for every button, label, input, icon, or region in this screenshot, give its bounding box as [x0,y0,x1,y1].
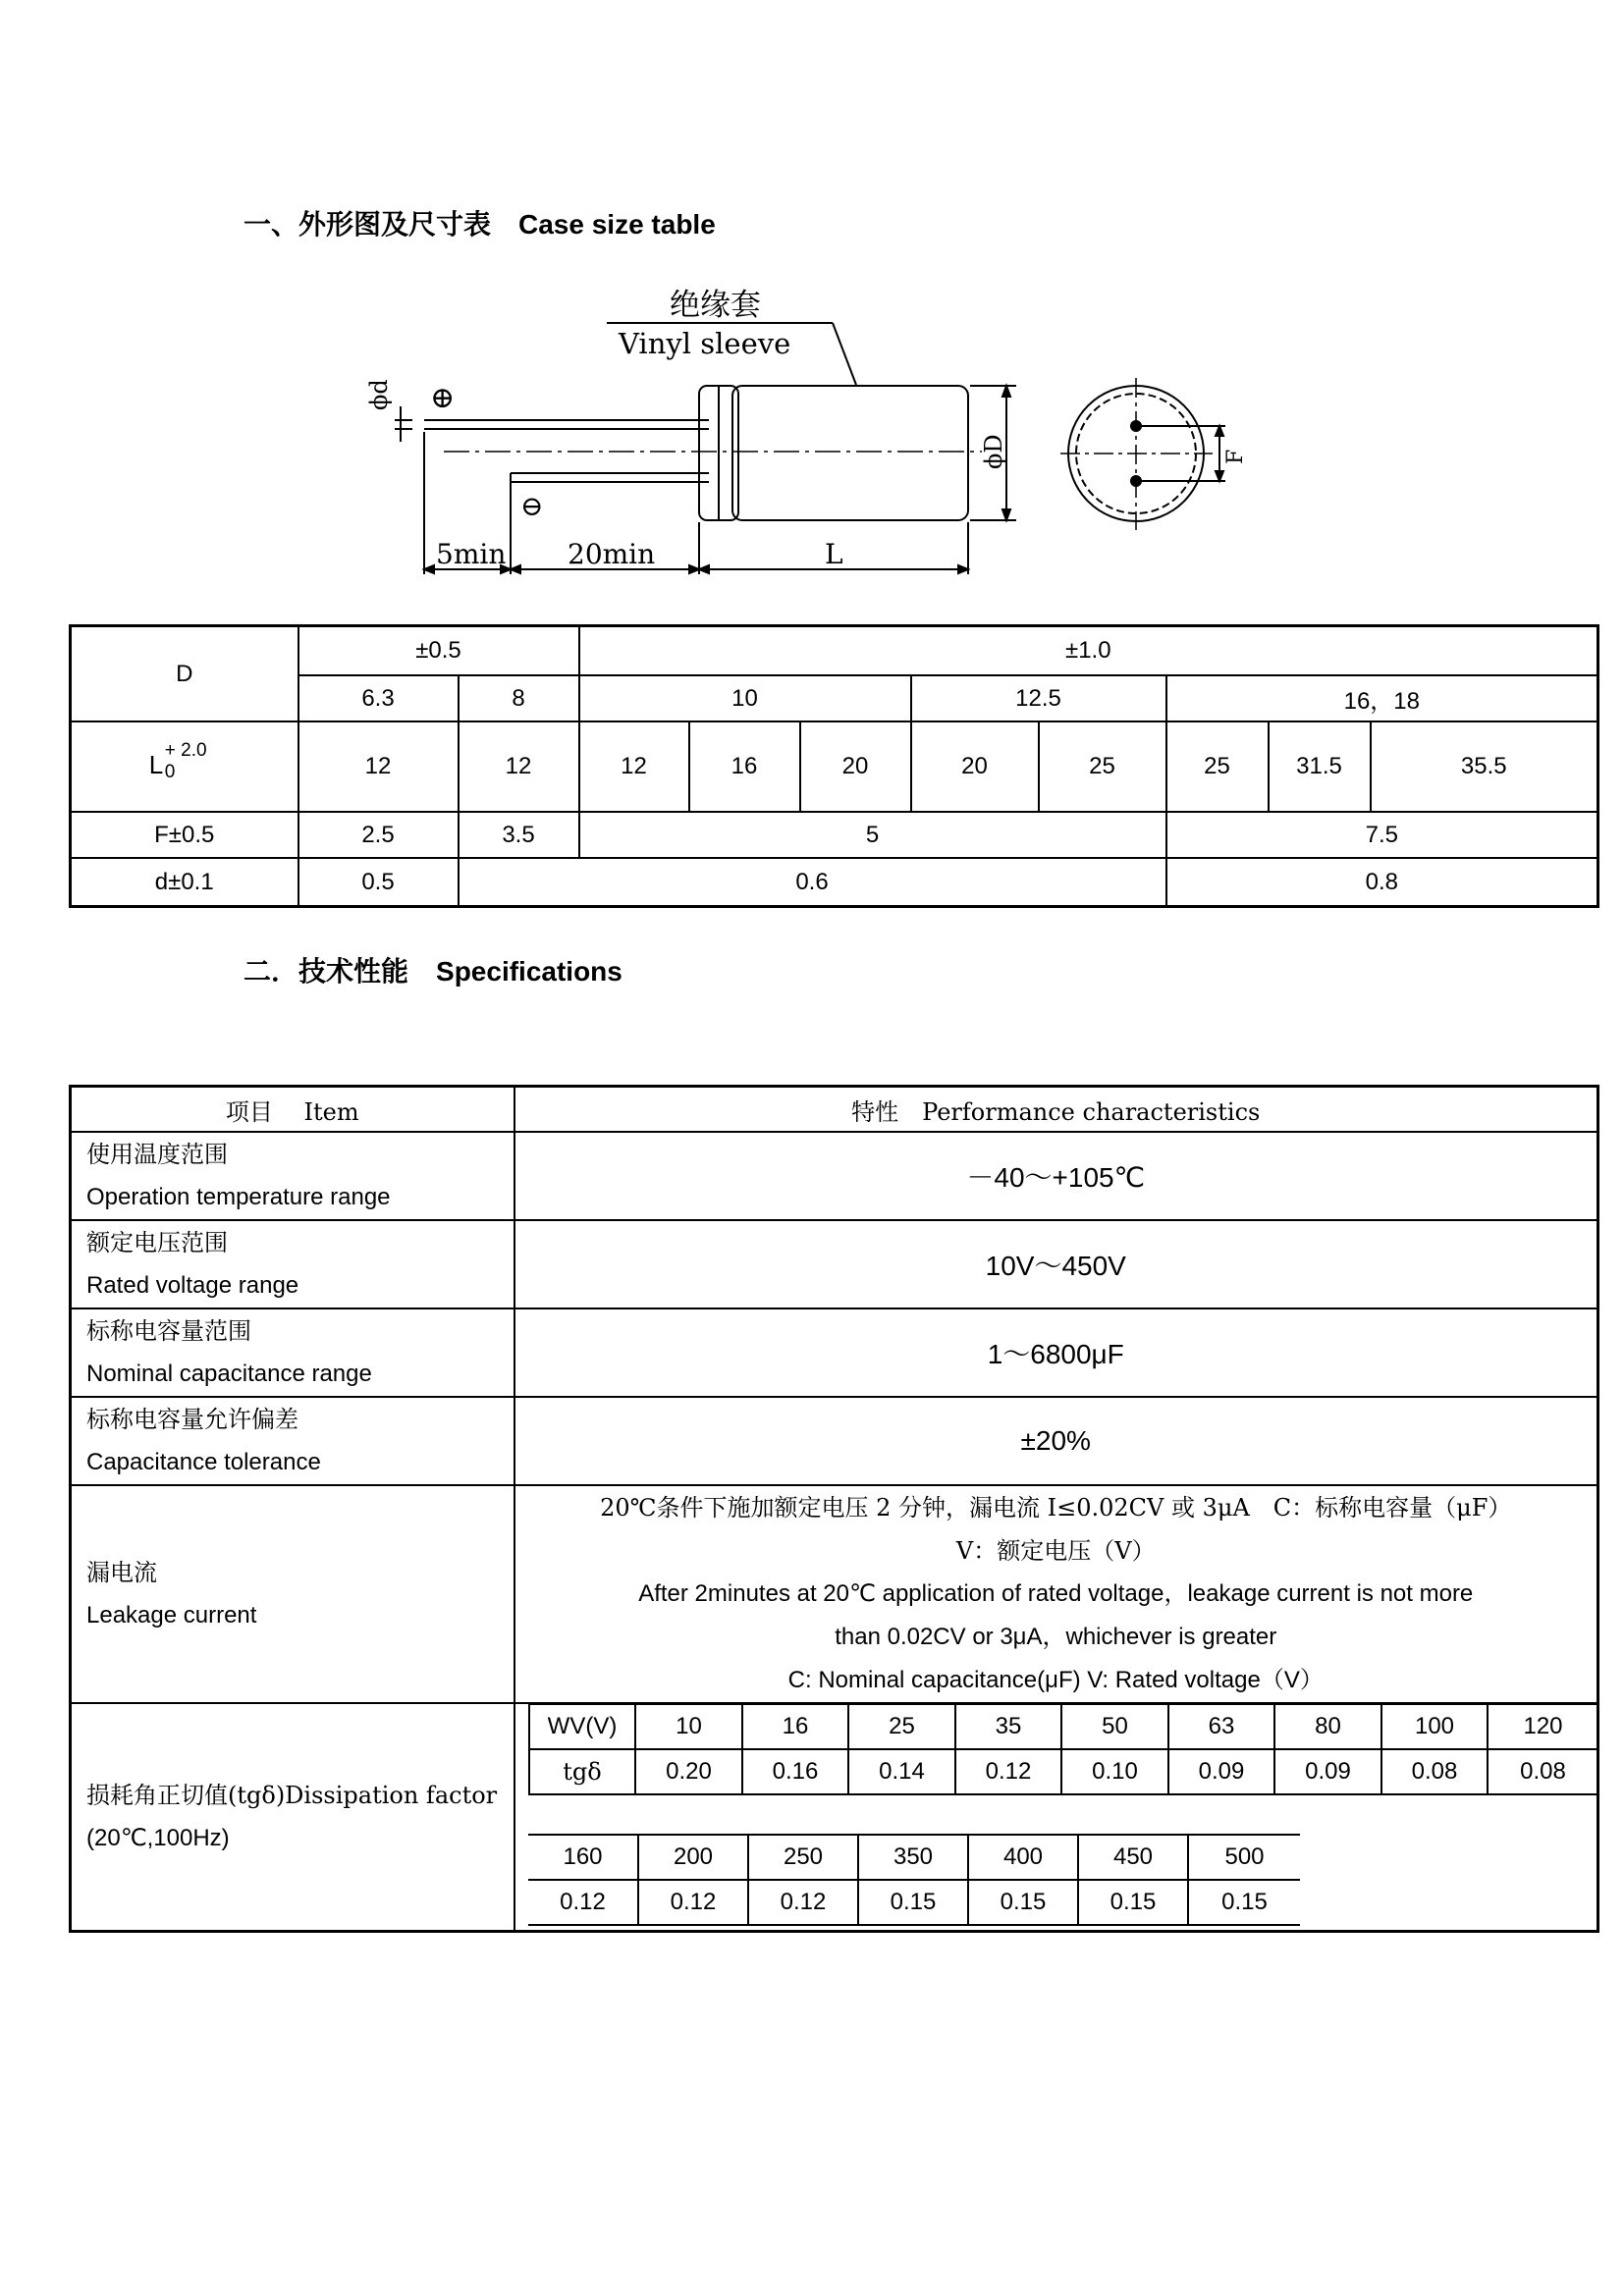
spec-item-cn: 额定电压范围 [86,1229,228,1256]
tolerance-small: ±0.5 [298,626,579,676]
l-label [71,721,298,812]
leakage-line: C: Nominal capacitance(μF) V: Rated voltage（V） [787,1667,1324,1693]
tg-value: 0.15 [858,1880,968,1925]
d-value: 16，18 [1166,675,1598,721]
sleeve-cn-label: 绝缘套 [670,288,761,323]
table-row [71,721,1598,812]
tg-value: 0.09 [1168,1749,1274,1794]
wv-value: 10 [635,1704,742,1749]
l-value: 31.5 [1269,721,1371,812]
l-value: 20 [800,721,911,812]
l-letter: L [148,749,164,779]
table-row [71,1397,1598,1485]
l-value: 12 [579,721,689,812]
spec-item-en: Capacitance tolerance [86,1449,321,1475]
l-tolerance-symbol [145,739,224,783]
dim-F-label: F [1223,449,1248,464]
f-label: F±0.5 [71,812,298,858]
dissipation-table-2 [528,1834,1300,1926]
spec-value: 10V～450V [514,1220,1598,1308]
l-value: 25 [1166,721,1269,812]
wv-value: 25 [848,1704,955,1749]
spec-item-cn: 标称电容量范围 [86,1317,251,1345]
spec-value: ±20% [514,1397,1598,1485]
tg-value: 0.12 [748,1880,858,1925]
spec-item [71,1397,514,1485]
wv-value: 100 [1381,1704,1488,1749]
plus-icon: ⊕ [430,381,456,415]
tg-value: 0.10 [1061,1749,1168,1794]
tg-value: 0.12 [955,1749,1061,1794]
item-header: 项目 Item [71,1087,514,1133]
d-label: D [71,626,298,722]
f-value: 2.5 [298,812,459,858]
table-row [71,1485,1598,1703]
tg-value: 0.20 [635,1749,742,1794]
wv-value: 160 [528,1835,638,1880]
lead-diameter-value: 0.8 [1166,858,1598,907]
spec-item-dissipation [71,1703,514,1932]
minus-icon: ⊖ [520,490,544,522]
wv-value: 63 [1168,1704,1274,1749]
tg-value: 0.15 [1188,1880,1300,1925]
sleeve-en-label: Vinyl sleeve [619,327,791,360]
d-value: 8 [459,675,579,721]
case-size-heading-cn: 一、外形图及尺寸表 [244,208,492,240]
spec-item-en: Rated voltage range [86,1272,299,1299]
dim-20min-label: 20min [568,538,656,570]
tg-header: tgδ [529,1749,635,1794]
l-value: 16 [689,721,800,812]
tg-value: 0.16 [742,1749,848,1794]
table-row [529,1704,1598,1749]
spec-item [71,1308,514,1397]
f-value: 3.5 [459,812,579,858]
spec-item-en: Nominal capacitance range [86,1361,372,1387]
tg-value: 0.12 [638,1880,748,1925]
leakage-line: V：额定电压（V） [955,1537,1156,1565]
table-row [71,812,1598,858]
lead-diameter-label: d±0.1 [71,858,298,907]
wv-value: 200 [638,1835,748,1880]
tg-value: 0.14 [848,1749,955,1794]
tg-value: 0.15 [1078,1880,1188,1925]
specifications-heading [244,950,623,989]
f-value: 7.5 [1166,812,1598,858]
wv-value: 35 [955,1704,1061,1749]
table-header-row [71,1087,1598,1133]
case-size-heading [244,203,716,242]
l-value: 12 [298,721,459,812]
leakage-line: than 0.02CV or 3μA，whichever is greater [835,1624,1277,1650]
tolerance-large: ±1.0 [579,626,1598,676]
specifications-heading-en: Specifications [436,956,623,987]
table-row [529,1749,1598,1794]
l-value: 35.5 [1371,721,1598,812]
table-row [71,675,1598,721]
wv-value: 120 [1488,1704,1598,1749]
leakage-line: After 2minutes at 20℃ application of rated voltage，leakage current is not more [638,1580,1474,1607]
dissipation-label: 损耗角正切值(tgδ)Dissipation factor [86,1782,498,1809]
specifications-table [69,1085,1599,1933]
wv-value: 16 [742,1704,848,1749]
tg-value: 0.12 [528,1880,638,1925]
phi-d-label: ϕd [365,379,393,410]
dim-5min-label: 5min [436,538,507,570]
capacitor-body [732,386,968,520]
lead-diameter-value: 0.5 [298,858,459,907]
wv-header: WV(V) [529,1704,635,1749]
spec-item-cn: 漏电流 [86,1559,157,1586]
tg-value: 0.08 [1381,1749,1488,1794]
wv-value: 350 [858,1835,968,1880]
wv-value: 500 [1188,1835,1300,1880]
case-size-table [69,624,1599,908]
spec-item-en: Operation temperature range [86,1184,391,1210]
spec-item [71,1132,514,1220]
wv-value: 50 [1061,1704,1168,1749]
spec-value: 1～6800μF [514,1308,1598,1397]
l-lower-tolerance: 0 [164,761,176,782]
table-row [71,858,1598,907]
performance-header: 特性 Performance characteristics [514,1087,1598,1133]
f-value: 5 [579,812,1166,858]
table-row [528,1880,1300,1925]
spec-item-en: Leakage current [86,1602,257,1629]
lead-diameter-value: 0.6 [459,858,1166,907]
wv-value: 80 [1274,1704,1381,1749]
dim-L-label: L [825,538,843,570]
table-row [71,1308,1598,1397]
d-value: 10 [579,675,911,721]
phi-D-label: ϕD [980,434,1007,469]
leakage-description [514,1485,1598,1703]
wv-value: 400 [968,1835,1078,1880]
d-value: 12.5 [911,675,1166,721]
l-value: 12 [459,721,579,812]
table-row [71,1132,1598,1220]
capacitor-outline-diagram [353,275,1286,589]
spec-item [71,1220,514,1308]
wv-value: 250 [748,1835,858,1880]
table-row [71,1220,1598,1308]
dissipation-table-1 [528,1703,1599,1795]
specifications-heading-cn: 二．技术性能 [244,955,409,988]
dissipation-condition: (20℃,100Hz) [86,1825,230,1851]
l-value: 20 [911,721,1039,812]
spec-item-leakage [71,1485,514,1703]
table-row [528,1835,1300,1880]
leakage-line: 20℃条件下施加额定电压 2 分钟，漏电流 I≤0.02CV 或 3μA C：标称电容量（μF） [600,1494,1512,1522]
spec-item-cn: 使用温度范围 [86,1141,228,1168]
wv-value: 450 [1078,1835,1188,1880]
tg-value: 0.08 [1488,1749,1598,1794]
spec-item-cn: 标称电容量允许偏差 [86,1406,298,1433]
tg-value: 0.09 [1274,1749,1381,1794]
case-size-heading-en: Case size table [518,209,716,240]
spec-value: －40～+105℃ [514,1132,1598,1220]
l-upper-tolerance: + 2.0 [164,739,207,761]
tg-value: 0.15 [968,1880,1078,1925]
l-value: 25 [1039,721,1166,812]
table-row [71,626,1598,676]
d-value: 6.3 [298,675,459,721]
